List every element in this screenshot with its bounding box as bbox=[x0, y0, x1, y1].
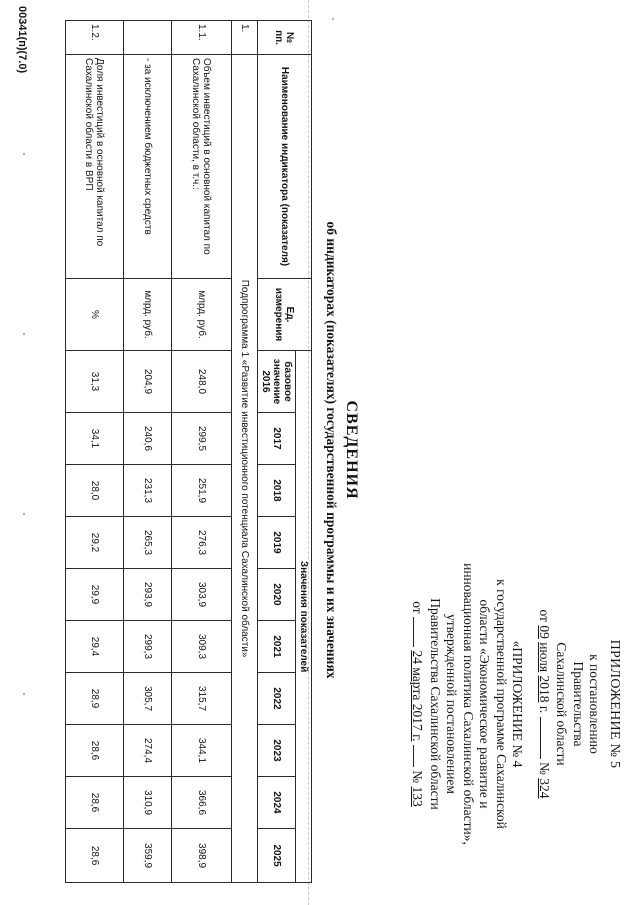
row-value: 274,4 bbox=[124, 725, 172, 777]
row-value: 265,3 bbox=[124, 517, 172, 569]
blank-underline bbox=[540, 717, 553, 759]
row-value: 28,6 bbox=[66, 777, 124, 829]
approval-block bbox=[409, 518, 622, 890]
footer-code: 00341(п)(7.0) bbox=[16, 6, 28, 74]
row-value: 310,9 bbox=[124, 777, 172, 829]
number-label: № bbox=[537, 762, 552, 775]
header-year: 2022 bbox=[258, 673, 296, 725]
row-name: Доля инвестиций в основной капитал по Сахалинской области в ВРП bbox=[66, 55, 124, 279]
prev-appendix-date-line bbox=[409, 518, 427, 890]
prev-number-label: № bbox=[410, 770, 426, 784]
row-value: 366,6 bbox=[172, 777, 232, 829]
row-value: 315,7 bbox=[172, 673, 232, 725]
subprogram-title: Подпрограмма 1 «Развитие инвестиционного потенциала Сахалинской области» bbox=[232, 55, 258, 883]
prev-number: 133 bbox=[410, 786, 426, 807]
row-value: 303,9 bbox=[172, 569, 232, 621]
header-year: 2018 bbox=[258, 465, 296, 517]
row-value: 398,9 bbox=[172, 829, 232, 883]
prev-date: 24 марта 2017 г. bbox=[410, 650, 426, 742]
document-title bbox=[323, 0, 360, 900]
title-line1: СВЕДЕНИЯ bbox=[343, 400, 360, 500]
row-value: 344,1 bbox=[172, 725, 232, 777]
blank-underline bbox=[414, 617, 427, 647]
government-line: Правительства bbox=[571, 661, 586, 747]
row-value: 31,3 bbox=[66, 351, 124, 413]
header-num: № пп. bbox=[258, 21, 312, 55]
base-line2: значение bbox=[271, 358, 282, 405]
to-resolution-line: к постановлению bbox=[587, 654, 603, 754]
row-num: 1.1. bbox=[172, 21, 232, 55]
table-row bbox=[172, 21, 232, 883]
row-value: 29,9 bbox=[66, 569, 124, 621]
row-value: 299,5 bbox=[172, 413, 232, 465]
table-row bbox=[124, 21, 172, 883]
header-base bbox=[258, 351, 296, 413]
blank-underline bbox=[414, 745, 427, 767]
spacer bbox=[526, 518, 536, 890]
row-value: 251,9 bbox=[172, 465, 232, 517]
row-value: 309,3 bbox=[172, 621, 232, 673]
row-value: 276,3 bbox=[172, 517, 232, 569]
header-year: 2021 bbox=[258, 621, 296, 673]
title-line2: об индикаторах (показателях) государственной программы и их значениях bbox=[324, 221, 339, 679]
date-day: 09 bbox=[537, 625, 552, 639]
prev-appendix-line6: Правительства Сахалинской области bbox=[428, 598, 443, 810]
date-month: июля bbox=[537, 642, 552, 673]
row-value: 34,1 bbox=[66, 413, 124, 465]
header-year: 2019 bbox=[258, 517, 296, 569]
row-value: 204,9 bbox=[124, 351, 172, 413]
row-unit: млрд. руб. bbox=[124, 279, 172, 351]
indicators-table bbox=[65, 20, 312, 883]
header-name: Наименование индикатора (показателя) bbox=[258, 55, 312, 279]
prev-appendix-line3: области «Экономическое развитие и bbox=[477, 599, 493, 809]
table-header-row bbox=[296, 21, 312, 883]
appendix-title: ПРИЛОЖЕНИЕ № 5 bbox=[607, 639, 622, 769]
row-value: 29,4 bbox=[66, 621, 124, 673]
region-line: Сахалинской области bbox=[554, 642, 570, 766]
header-year: 2023 bbox=[258, 725, 296, 777]
prev-from-label: от bbox=[410, 601, 426, 614]
row-value: 231,3 bbox=[124, 465, 172, 517]
header-year: 2017 bbox=[258, 413, 296, 465]
row-value: 28,6 bbox=[66, 829, 124, 883]
row-name: Объем инвестиций в основной капитал по Сахалинской области, в т.ч.: bbox=[172, 55, 232, 279]
row-value: 359,9 bbox=[124, 829, 172, 883]
header-year: 2024 bbox=[258, 777, 296, 829]
header-values-group: Значения показателей bbox=[296, 351, 312, 883]
prev-appendix-line5: утвержденной постановлением bbox=[444, 614, 460, 794]
prev-appendix-line1: «ПРИЛОЖЕНИЕ № 4 bbox=[510, 640, 526, 768]
row-value: 293,9 bbox=[124, 569, 172, 621]
row-value: 248,0 bbox=[172, 351, 232, 413]
date-year: 2018 bbox=[537, 675, 552, 703]
header-year: 2025 bbox=[258, 829, 296, 883]
resolution-number: 324 bbox=[537, 778, 552, 799]
resolution-date-line bbox=[536, 518, 554, 890]
row-num bbox=[124, 21, 172, 55]
base-line3: 2016 bbox=[260, 370, 271, 393]
from-label: от bbox=[537, 609, 552, 622]
prev-appendix-line4: инновационная политика Сахалинской области», bbox=[461, 563, 476, 845]
row-value: 240,6 bbox=[124, 413, 172, 465]
base-line1: базовое bbox=[282, 361, 293, 402]
row-unit: млрд. руб. bbox=[172, 279, 232, 351]
subprogram-row bbox=[232, 21, 258, 883]
row-value: 28,9 bbox=[66, 673, 124, 725]
year-suffix: г. bbox=[537, 705, 552, 714]
prev-appendix-line2: к государственной программе Сахалинской bbox=[494, 579, 509, 829]
row-unit: % bbox=[66, 279, 124, 351]
row-value: 28,0 bbox=[66, 465, 124, 517]
header-unit: Ед. измерения bbox=[258, 279, 312, 351]
header-year: 2020 bbox=[258, 569, 296, 621]
row-value: 305,7 bbox=[124, 673, 172, 725]
row-num: 1.2. bbox=[66, 21, 124, 55]
row-value: 299,3 bbox=[124, 621, 172, 673]
row-value: 28,6 bbox=[66, 725, 124, 777]
row-value: 29,2 bbox=[66, 517, 124, 569]
row-name: - за исключением бюджетных средств bbox=[124, 55, 172, 279]
subprogram-num: 1. bbox=[232, 21, 258, 55]
table-row bbox=[66, 21, 124, 883]
